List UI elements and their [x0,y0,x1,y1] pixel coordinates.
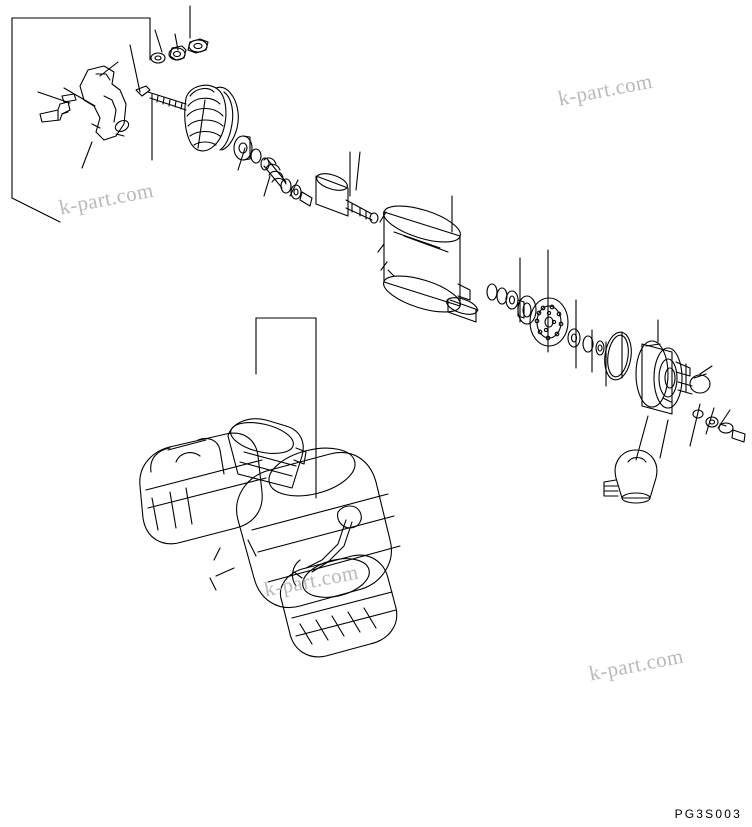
armature-shaft [315,170,378,223]
assembled-starter-motor [140,417,400,657]
rear-end-frame [636,341,710,414]
leader-lines-rear [520,250,730,460]
shift-lever-bracket [80,66,131,140]
motor-yoke [378,199,479,322]
bracket-group-frame [12,18,150,222]
rear-washers [568,329,604,355]
watermark: k-part.com [587,643,686,686]
watermark: k-part.com [57,177,156,220]
o-ring [602,330,634,381]
part-code-label: PG3S003 [674,807,742,821]
rear-assembly-small-parts [487,284,536,324]
threaded-rod [136,86,186,110]
terminal-boot [604,450,657,503]
bracket-bolts [40,94,76,122]
brush-holder-plate [530,298,568,346]
solenoid-bellows [185,85,239,151]
watermark: k-part.com [556,68,655,111]
watermark: k-part.com [262,559,361,602]
plunger-spring [264,158,312,206]
